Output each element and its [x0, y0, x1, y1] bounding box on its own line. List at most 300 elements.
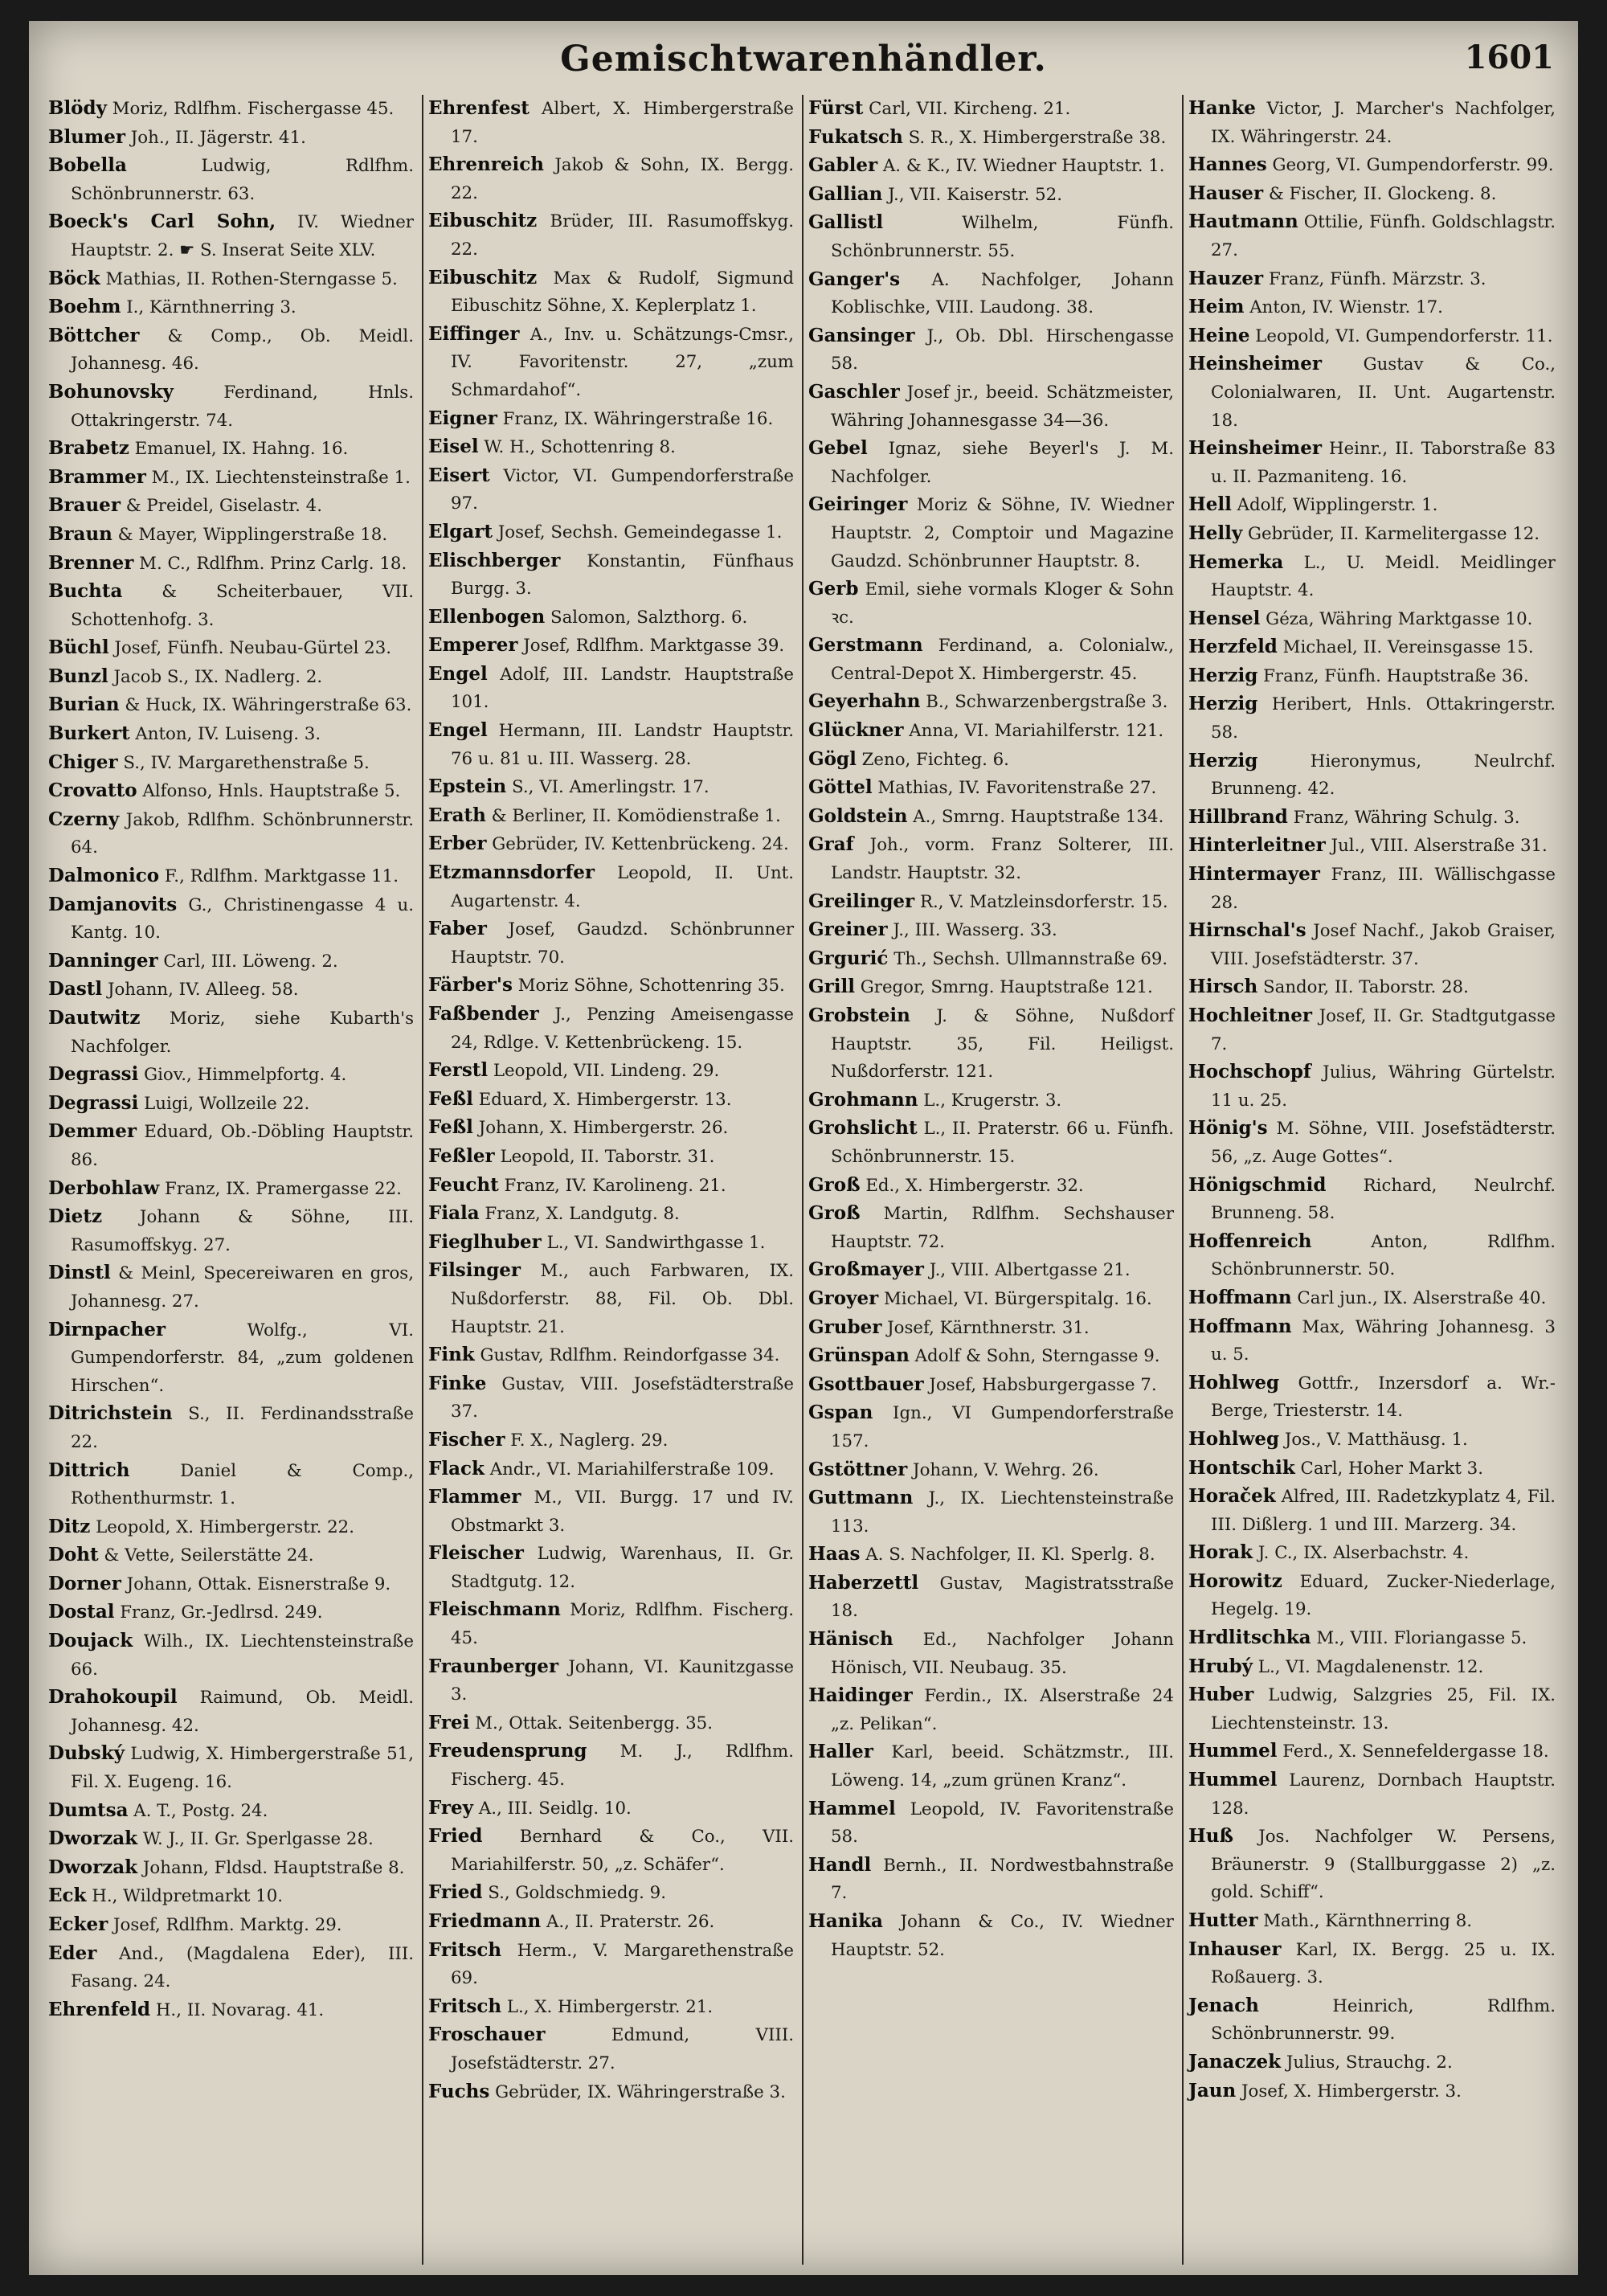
- entry-detail: & Preidel, Giselastr. 4.: [120, 496, 322, 517]
- directory-entry: [1188, 747, 1556, 804]
- entry-name: Freudensprung: [428, 1740, 587, 1762]
- entry-detail: Eduard, Zucker-Niederlage, Hegelg. 19.: [1211, 1571, 1556, 1620]
- entry-detail: M., Ottak. Seitenbergg. 35.: [469, 1713, 713, 1733]
- entry-detail: J., Ob. Dbl. Hirschengasse 58.: [831, 325, 1174, 374]
- entry-name: Haidinger: [808, 1684, 913, 1707]
- entry-detail: Ludwig, X. Himbergerstraße 51, Fil. X. Eugeng. 16.: [71, 1744, 414, 1793]
- entry-detail: Adolf, Wipplingerstr. 1.: [1231, 495, 1438, 516]
- entry-name: Filsinger: [428, 1259, 521, 1282]
- directory-columns: [43, 95, 1564, 2265]
- entry-name: Hänisch: [808, 1628, 893, 1651]
- entry-detail: Franz, IX. Währingerstraße 16.: [497, 408, 774, 429]
- entry-name: Friedmann: [428, 1910, 542, 1932]
- entry-name: Hohlweg: [1188, 1371, 1280, 1394]
- directory-entry: [48, 1996, 414, 2025]
- column-3: [804, 95, 1184, 2265]
- entry-name: Burkert: [48, 722, 130, 745]
- directory-entry: [428, 830, 794, 859]
- entry-name: Eibuschitz: [428, 210, 538, 232]
- entry-detail: L., X. Himbergerstr. 21.: [501, 1996, 714, 2017]
- entry-name: Elgart: [428, 520, 493, 542]
- entry-detail: B., Schwarzenbergstraße 3.: [920, 692, 1168, 713]
- entry-name: Dastl: [48, 978, 103, 1001]
- entry-name: Fritsch: [428, 1995, 502, 2017]
- entry-detail: Brüder, III. Rasumoffskyg. 22.: [451, 211, 794, 260]
- entry-detail: Franz, X. Landgutg. 8.: [479, 1204, 680, 1225]
- directory-entry: [428, 972, 794, 1001]
- entry-name: Geyerhahn: [808, 690, 921, 713]
- entry-detail: Anton, IV. Luiseng. 3.: [129, 724, 321, 745]
- entry-detail: Gottfr., Inzersdorf a. Wr.-Berge, Triesterstr. 14.: [1211, 1373, 1556, 1422]
- entry-detail: Josef, Habsburgergasse 7.: [923, 1374, 1157, 1395]
- entry-name: Grünspan: [808, 1344, 910, 1367]
- entry-detail: Josef Nachf., Jakob Graiser, VIII. Josefstädterstr. 37.: [1211, 921, 1556, 969]
- entry-name: Hontschik: [1188, 1456, 1295, 1479]
- entry-name: Degrassi: [48, 1091, 139, 1114]
- entry-detail: H., II. Novarag. 41.: [150, 1999, 325, 2020]
- directory-entry: [48, 1118, 414, 1174]
- entry-detail: Ludwig, Warenhaus, II. Gr. Stadtgutg. 12.: [451, 1544, 794, 1592]
- entry-name: Gansinger: [808, 324, 915, 346]
- directory-entry: [48, 691, 414, 720]
- directory-entry: [428, 1823, 794, 1879]
- entry-detail: M. J., Rdlfhm. Fischerg. 45.: [451, 1741, 794, 1791]
- entry-detail: Daniel & Comp., Rothenthurmstr. 1.: [71, 1460, 414, 1509]
- entry-name: Brammer: [48, 465, 146, 488]
- entry-detail: M., VII. Burgg. 17 und IV. Obstmarkt 3.: [451, 1488, 794, 1536]
- directory-entry: [808, 1172, 1174, 1201]
- entry-detail: A. Nachfolger, Johann Koblischke, VIII. Laudong. 38.: [831, 269, 1174, 318]
- directory-entry: [808, 688, 1174, 717]
- entry-name: Bunzl: [48, 665, 108, 687]
- directory-entry: [1188, 350, 1556, 435]
- entry-detail: Josef, Rdlfhm. Marktg. 29.: [108, 1915, 342, 1935]
- entry-name: Helly: [1188, 522, 1243, 544]
- entry-name: Ehrenfeld: [48, 1998, 151, 2020]
- directory-entry: [48, 95, 414, 124]
- directory-entry: [808, 1371, 1174, 1400]
- entry-detail: L., VI. Sandwirthgasse 1.: [541, 1232, 766, 1253]
- entry-name: Inhauser: [1188, 1938, 1282, 1960]
- directory-entry: [808, 1002, 1174, 1087]
- entry-name: Feßl: [428, 1116, 473, 1139]
- directory-entry: [1188, 180, 1556, 209]
- entry-name: Fukatsch: [808, 125, 903, 148]
- entry-detail: Mathias, IV. Favoritenstraße 27.: [872, 778, 1157, 799]
- entry-name: Hannes: [1188, 153, 1267, 176]
- page-title: Gemischtwarenhändler.: [560, 39, 1047, 80]
- directory-entry: [808, 181, 1174, 210]
- entry-detail: Joh., II. Jägerstr. 41.: [125, 127, 306, 148]
- entry-name: Hoffmann: [1188, 1286, 1292, 1308]
- entry-name: Hammel: [808, 1797, 896, 1819]
- entry-detail: Edmund, VIII. Josefstädterstr. 27.: [451, 2025, 794, 2073]
- directory-entry: [428, 1484, 794, 1540]
- directory-entry: [48, 1627, 414, 1684]
- entry-detail: Carl jun., IX. Alserstraße 40.: [1291, 1287, 1547, 1308]
- entry-detail: Gebrüder, II. Karmelitergasse 12.: [1242, 523, 1540, 544]
- entry-detail: A., II. Praterstr. 26.: [541, 1912, 715, 1932]
- entry-detail: Josef, Rdlfhm. Marktgasse 39.: [517, 636, 785, 657]
- entry-name: Huber: [1188, 1684, 1254, 1706]
- entry-name: Groß: [808, 1202, 861, 1225]
- entry-name: Gstöttner: [808, 1458, 908, 1480]
- directory-entry: [48, 1911, 414, 1940]
- entry-detail: Raimund, Ob. Meidl. Johannesg. 42.: [71, 1688, 414, 1736]
- directory-entry: [1188, 2048, 1556, 2077]
- directory-entry: [808, 1399, 1174, 1455]
- column-4: [1184, 95, 1564, 2265]
- directory-entry: [428, 1937, 794, 1993]
- entry-detail: S., VI. Amerlingstr. 17.: [506, 777, 709, 798]
- entry-detail: Ferd., X. Sennefeldergasse 18.: [1277, 1741, 1549, 1762]
- directory-entry: [48, 663, 414, 692]
- entry-name: Dirnpacher: [48, 1318, 166, 1340]
- directory-entry: [428, 1737, 794, 1794]
- directory-entry: [1188, 1539, 1556, 1568]
- directory-entry: [428, 604, 794, 632]
- entry-detail: Leopold, IV. Favoritenstraße 58.: [831, 1799, 1174, 1848]
- entry-name: Doht: [48, 1544, 99, 1566]
- directory-entry: [808, 803, 1174, 832]
- entry-name: Hrubý: [1188, 1655, 1253, 1677]
- directory-entry: [1188, 832, 1556, 861]
- entry-detail: Laurenz, Dornbach Hauptstr. 128.: [1211, 1770, 1556, 1819]
- directory-entry: [48, 1259, 414, 1316]
- entry-name: Herzig: [1188, 664, 1258, 686]
- entry-detail: Victor, J. Marcher's Nachfolger, IX. Währingerstr. 24.: [1211, 99, 1556, 147]
- entry-detail: Leopold, VI. Gumpendorferstr. 11.: [1249, 325, 1553, 346]
- directory-entry: [808, 1908, 1174, 1964]
- entry-detail: And., (Magdalena Eder), III. Fasang. 24.: [71, 1943, 414, 1992]
- entry-name: Geiringer: [808, 493, 908, 516]
- directory-entry: [1188, 1992, 1556, 2048]
- entry-detail: Adolf & Sohn, Sterngasse 9.: [909, 1346, 1160, 1367]
- directory-entry: [428, 1172, 794, 1201]
- entry-name: Hirsch: [1188, 976, 1258, 998]
- directory-entry: [428, 1596, 794, 1652]
- entry-detail: F. X., Naglerg. 29.: [505, 1430, 669, 1451]
- directory-entry: [1188, 804, 1556, 833]
- directory-entry: [48, 720, 414, 749]
- entry-name: Janaczek: [1188, 2050, 1282, 2073]
- directory-entry: [48, 208, 414, 264]
- directory-entry: [808, 1200, 1174, 1256]
- entry-name: Dworzak: [48, 1827, 138, 1850]
- entry-name: Fried: [428, 1881, 483, 1904]
- entry-detail: Géza, Währing Marktgasse 10.: [1260, 608, 1533, 629]
- entry-detail: Gregor, Smrng. Hauptstraße 121.: [854, 977, 1153, 998]
- entry-name: Großmayer: [808, 1259, 924, 1281]
- entry-detail: A. S. Nachfolger, II. Kl. Sperlg. 8.: [860, 1545, 1155, 1565]
- entry-name: Hautmann: [1188, 211, 1298, 233]
- entry-detail: Moriz Söhne, Schottenring 35.: [512, 976, 785, 997]
- entry-name: Drahokoupil: [48, 1686, 178, 1709]
- directory-entry: [48, 1940, 414, 1996]
- column-1: [43, 95, 423, 2265]
- entry-detail: & Scheiterbauer, VII. Schottenhofg. 3.: [71, 582, 414, 630]
- entry-name: Brauer: [48, 494, 121, 517]
- entry-detail: Franz, III. Wällischgasse 28.: [1211, 865, 1556, 913]
- entry-name: Gsottbauer: [808, 1373, 924, 1395]
- entry-name: Doujack: [48, 1630, 133, 1652]
- entry-detail: Max, Währing Johannesg. 3 u. 5.: [1211, 1316, 1556, 1365]
- entry-detail: Joh., vorm. Franz Solterer, III. Landstr. Hauptstr. 32.: [831, 835, 1174, 884]
- entry-name: Herzfeld: [1188, 636, 1278, 658]
- entry-name: Brenner: [48, 551, 134, 574]
- directory-entry: [428, 1143, 794, 1172]
- entry-name: Huß: [1188, 1825, 1233, 1848]
- entry-detail: Moriz, siehe Kubarth's Nachfolger.: [71, 1009, 414, 1057]
- entry-name: Dittrich: [48, 1459, 130, 1481]
- directory-entry: [808, 831, 1174, 887]
- entry-detail: Franz, Währing Schulg. 3.: [1287, 807, 1520, 828]
- entry-detail: J., Penzing Ameisengasse 24, Rdlge. V. Kettenbrückeng. 15.: [451, 1005, 794, 1053]
- directory-entry: [1188, 1284, 1556, 1313]
- entry-detail: & Huck, IX. Währingerstraße 63.: [119, 695, 412, 716]
- directory-entry: [48, 492, 414, 521]
- entry-name: Demmer: [48, 1120, 137, 1143]
- directory-entry: [48, 550, 414, 579]
- directory-entry: [1188, 95, 1556, 151]
- directory-entry: [808, 888, 1174, 917]
- entry-name: Braun: [48, 522, 112, 545]
- entry-detail: Johann & Söhne, III. Rasumoffskyg. 27.: [71, 1207, 414, 1255]
- entry-detail: & Fischer, II. Glockeng. 8.: [1263, 183, 1497, 204]
- directory-entry: [428, 1114, 794, 1143]
- entry-detail: Josef, X. Himbergerstr. 3.: [1236, 2081, 1462, 2102]
- entry-detail: Josef jr., beeid. Schätzmeister, Währing Johannesgasse 34—36.: [831, 382, 1174, 431]
- directory-entry: [428, 462, 794, 518]
- entry-detail: M. C., Rdlfhm. Prinz Carlg. 18.: [133, 553, 407, 574]
- entry-detail: J. C., IX. Alserbachstr. 4.: [1253, 1543, 1470, 1564]
- directory-entry: [808, 1256, 1174, 1285]
- entry-detail: A. & K., IV. Wiedner Hauptstr. 1.: [877, 156, 1165, 177]
- directory-entry: [48, 1513, 414, 1542]
- directory-entry: [48, 578, 414, 634]
- entry-detail: Adolf, III. Landstr. Hauptstraße 101.: [451, 664, 794, 713]
- entry-detail: Leopold, VII. Lindeng. 29.: [488, 1061, 720, 1082]
- directory-entry: [1188, 1653, 1556, 1682]
- entry-name: Crovatto: [48, 780, 137, 802]
- directory-entry: [1188, 1681, 1556, 1737]
- directory-entry: [428, 1001, 794, 1057]
- entry-detail: Johann, IV. Alleeg. 58.: [102, 980, 299, 1001]
- entry-name: Heim: [1188, 296, 1245, 318]
- directory-entry: [428, 1086, 794, 1115]
- entry-detail: Johann, Ottak. Eisnerstraße 9.: [121, 1574, 391, 1594]
- entry-name: Dautwitz: [48, 1007, 141, 1029]
- entry-name: Feßler: [428, 1144, 495, 1167]
- entry-detail: Hermann, III. Landstr Hauptstr. 76 u. 81 u. III. Wasserg. 28.: [451, 721, 794, 769]
- directory-entry: [808, 266, 1174, 322]
- entry-name: Damjanovits: [48, 893, 178, 915]
- entry-name: Gruber: [808, 1316, 882, 1338]
- entry-name: Dostal: [48, 1601, 115, 1623]
- entry-name: Eisert: [428, 464, 490, 486]
- entry-name: Hintermayer: [1188, 863, 1320, 886]
- directory-entry: [1188, 1455, 1556, 1484]
- entry-detail: Jos. Nachfolger W. Persens, Bräunerstr. 9 (Stallburggasse 2) „z. gold. Schiff“.: [1211, 1827, 1556, 1903]
- entry-name: Fiala: [428, 1202, 480, 1225]
- entry-name: Haller: [808, 1741, 873, 1763]
- directory-entry: [48, 1400, 414, 1456]
- directory-entry: [48, 124, 414, 153]
- entry-name: Horaček: [1188, 1485, 1276, 1508]
- directory-entry: [48, 265, 414, 294]
- entry-name: Haberzettl: [808, 1571, 919, 1594]
- entry-name: Jenach: [1188, 1994, 1259, 2016]
- directory-entry: [808, 774, 1174, 803]
- directory-entry: [48, 1825, 414, 1854]
- entry-name: Boeck's Carl Sohn,: [48, 211, 276, 233]
- directory-entry: [48, 1316, 414, 1401]
- entry-name: Grobstein: [808, 1005, 910, 1026]
- entry-detail: Karl, beeid. Schätzmstr., III. Löweng. 14, „zum grünen Kranz“.: [831, 1742, 1174, 1791]
- directory-entry: [428, 405, 794, 434]
- entry-name: Färber's: [428, 974, 513, 997]
- directory-entry: [48, 891, 414, 947]
- entry-detail: L., VI. Magdalenenstr. 12.: [1253, 1656, 1484, 1677]
- entry-name: Hummel: [1188, 1740, 1278, 1762]
- entry-name: Feßl: [428, 1087, 473, 1110]
- entry-name: Eigner: [428, 407, 497, 429]
- entry-name: Horowitz: [1188, 1570, 1282, 1592]
- directory-entry: [1188, 1907, 1556, 1936]
- entry-detail: Josef, II. Gr. Stadtgutgasse 7.: [1211, 1006, 1556, 1054]
- directory-entry: [428, 1057, 794, 1086]
- entry-name: Heinsheimer: [1188, 437, 1322, 460]
- entry-name: Hauzer: [1188, 267, 1264, 289]
- entry-detail: & Meinl, Specereiwaren en gros, Johannesg. 27.: [71, 1263, 414, 1312]
- entry-name: Engel: [428, 662, 488, 685]
- entry-name: Heine: [1188, 324, 1250, 346]
- entry-detail: Luigi, Wollzeile 22.: [138, 1093, 310, 1114]
- directory-entry: [428, 1908, 794, 1937]
- entry-name: Gspan: [808, 1402, 873, 1424]
- entry-name: Gebel: [808, 437, 868, 460]
- entry-detail: A., III. Seidlg. 10.: [473, 1798, 632, 1819]
- entry-detail: Josef, Fünfh. Neubau-Gürtel 23.: [108, 638, 392, 659]
- entry-detail: Leopold, II. Unt. Augartenstr. 4.: [451, 863, 794, 911]
- entry-detail: Mathias, II. Rothen-Sterngasse 5.: [100, 268, 398, 289]
- entry-detail: L., II. Praterstr. 66 u. Fünfh. Schönbrunnerstr. 15.: [831, 1119, 1174, 1167]
- entry-detail: Johann, VI. Kaunitzgasse 3.: [451, 1656, 794, 1705]
- entry-detail: Ignaz, siehe Beyerl's J. M. Nachfolger.: [831, 439, 1174, 487]
- entry-name: Fritsch: [428, 1938, 502, 1961]
- entry-name: Hirnschal's: [1188, 919, 1306, 942]
- entry-name: Hummel: [1188, 1769, 1278, 1791]
- entry-detail: Math., Kärnthnerring 8.: [1257, 1911, 1473, 1931]
- entry-name: Hell: [1188, 493, 1232, 516]
- directory-entry: [48, 1882, 414, 1911]
- directory-entry: [808, 575, 1174, 632]
- directory-entry: [428, 1200, 794, 1229]
- entry-detail: Giov., Himmelpfortg. 4.: [138, 1065, 347, 1086]
- directory-entry: [808, 945, 1174, 974]
- entry-name: Engel: [428, 719, 488, 742]
- entry-detail: Wilhelm, Fünfh. Schönbrunnerstr. 55.: [831, 213, 1174, 261]
- entry-detail: Victor, VI. Gumpendorferstraße 97.: [451, 465, 794, 514]
- entry-detail: Moriz, Rdlfhm. Fischerg. 45.: [451, 1600, 794, 1649]
- directory-entry: [48, 1797, 414, 1826]
- entry-detail: M., auch Farbwaren, IX. Nußdorferstr. 88, Fil. Ob. Dbl. Hauptstr. 21.: [451, 1261, 794, 1337]
- entry-detail: Julius, Strauchg. 2.: [1281, 2052, 1453, 2073]
- entry-name: Greilinger: [808, 890, 915, 912]
- entry-name: Fried: [428, 1825, 483, 1848]
- directory-entry: [428, 1370, 794, 1426]
- entry-detail: Martin, Rdlfhm. Sechshauser Hauptstr. 72.: [831, 1204, 1174, 1252]
- directory-entry: [1188, 917, 1556, 973]
- entry-detail: M. Söhne, VIII. Josefstädterstr. 56, „z. Auge Gottes“.: [1211, 1119, 1556, 1167]
- entry-detail: Heinrich, Rdlfhm. Schönbrunnerstr. 99.: [1211, 1995, 1556, 2044]
- entry-name: Brabetz: [48, 437, 129, 460]
- entry-name: Handl: [808, 1853, 872, 1876]
- directory-entry: [1188, 491, 1556, 520]
- entry-name: Hoffenreich: [1188, 1230, 1312, 1252]
- entry-detail: Emil, siehe vormals Kloger & Sohn ꝛc.: [831, 579, 1174, 628]
- entry-detail: & Vette, Seilerstätte 24.: [98, 1545, 314, 1566]
- entry-detail: G., Christinengasse 4 u. Kantg. 10.: [71, 894, 414, 943]
- entry-detail: Gustav, Rdlfhm. Reindorfgasse 34.: [474, 1345, 780, 1366]
- entry-detail: Alfred, III. Radetzkyplatz 4, Fil. III. Dißlerg. 1 und III. Marzerg. 34.: [1211, 1487, 1556, 1535]
- entry-name: Ferstl: [428, 1059, 489, 1082]
- directory-entry: [1188, 1426, 1556, 1455]
- directory-entry: [428, 773, 794, 802]
- entry-name: Jaun: [1188, 2079, 1237, 2102]
- directory-entry: [1188, 322, 1556, 351]
- directory-entry: [808, 1456, 1174, 1485]
- entry-detail: S., II. Ferdinandsstraße 22.: [71, 1404, 414, 1452]
- entry-name: Ditz: [48, 1515, 91, 1537]
- entry-detail: Gustav, VIII. Josefstädterstraße 37.: [451, 1373, 794, 1422]
- directory-entry: [48, 293, 414, 322]
- entry-name: Hoffmann: [1188, 1315, 1292, 1337]
- directory-entry: [48, 1570, 414, 1599]
- entry-detail: Ludwig, Rdlfhm. Schönbrunnerstr. 63.: [71, 156, 414, 204]
- directory-entry: [1188, 549, 1556, 605]
- entry-detail: Karl, IX. Bergg. 25 u. IX. Roßauerg. 3.: [1211, 1939, 1556, 1988]
- entry-name: Hinterleitner: [1188, 834, 1326, 857]
- entry-name: Hohlweg: [1188, 1427, 1280, 1450]
- entry-name: Hrdlitschka: [1188, 1627, 1311, 1649]
- directory-entry: [48, 521, 414, 550]
- entry-name: Eiffinger: [428, 322, 520, 345]
- entry-name: Ecker: [48, 1913, 108, 1935]
- entry-name: Goldstein: [808, 804, 908, 827]
- entry-detail: J. & Söhne, Nußdorf Hauptstr. 35, Fil. Heiligst. Nußdorferstr. 121.: [831, 1006, 1174, 1083]
- directory-entry: [428, 1229, 794, 1258]
- entry-name: Grohmann: [808, 1088, 918, 1111]
- entry-detail: Albert, X. Himbergerstraße 17.: [451, 99, 794, 147]
- directory-entry: [48, 322, 414, 379]
- entry-detail: Michael, II. Vereinsgasse 15.: [1277, 637, 1534, 658]
- directory-entry: [1188, 1002, 1556, 1058]
- directory-entry: [1188, 633, 1556, 662]
- directory-entry: [48, 464, 414, 493]
- entry-detail: Jakob, Rdlfhm. Schönbrunnerstr. 64.: [71, 809, 414, 858]
- entry-name: Büchl: [48, 636, 109, 659]
- entry-detail: Josef, Kärnthnerstr. 31.: [881, 1317, 1090, 1338]
- entry-name: Dorner: [48, 1572, 121, 1594]
- entry-name: Groyer: [808, 1287, 879, 1309]
- entry-detail: S., IV. Margarethenstraße 5.: [117, 752, 370, 773]
- entry-detail: Wilh., IX. Liechtensteinstraße 66.: [71, 1631, 414, 1680]
- directory-entry: [48, 1740, 414, 1796]
- entry-detail: Franz, Gr.-Jedlrsd. 249.: [114, 1602, 323, 1623]
- directory-entry: [428, 1540, 794, 1596]
- directory-entry: [48, 862, 414, 891]
